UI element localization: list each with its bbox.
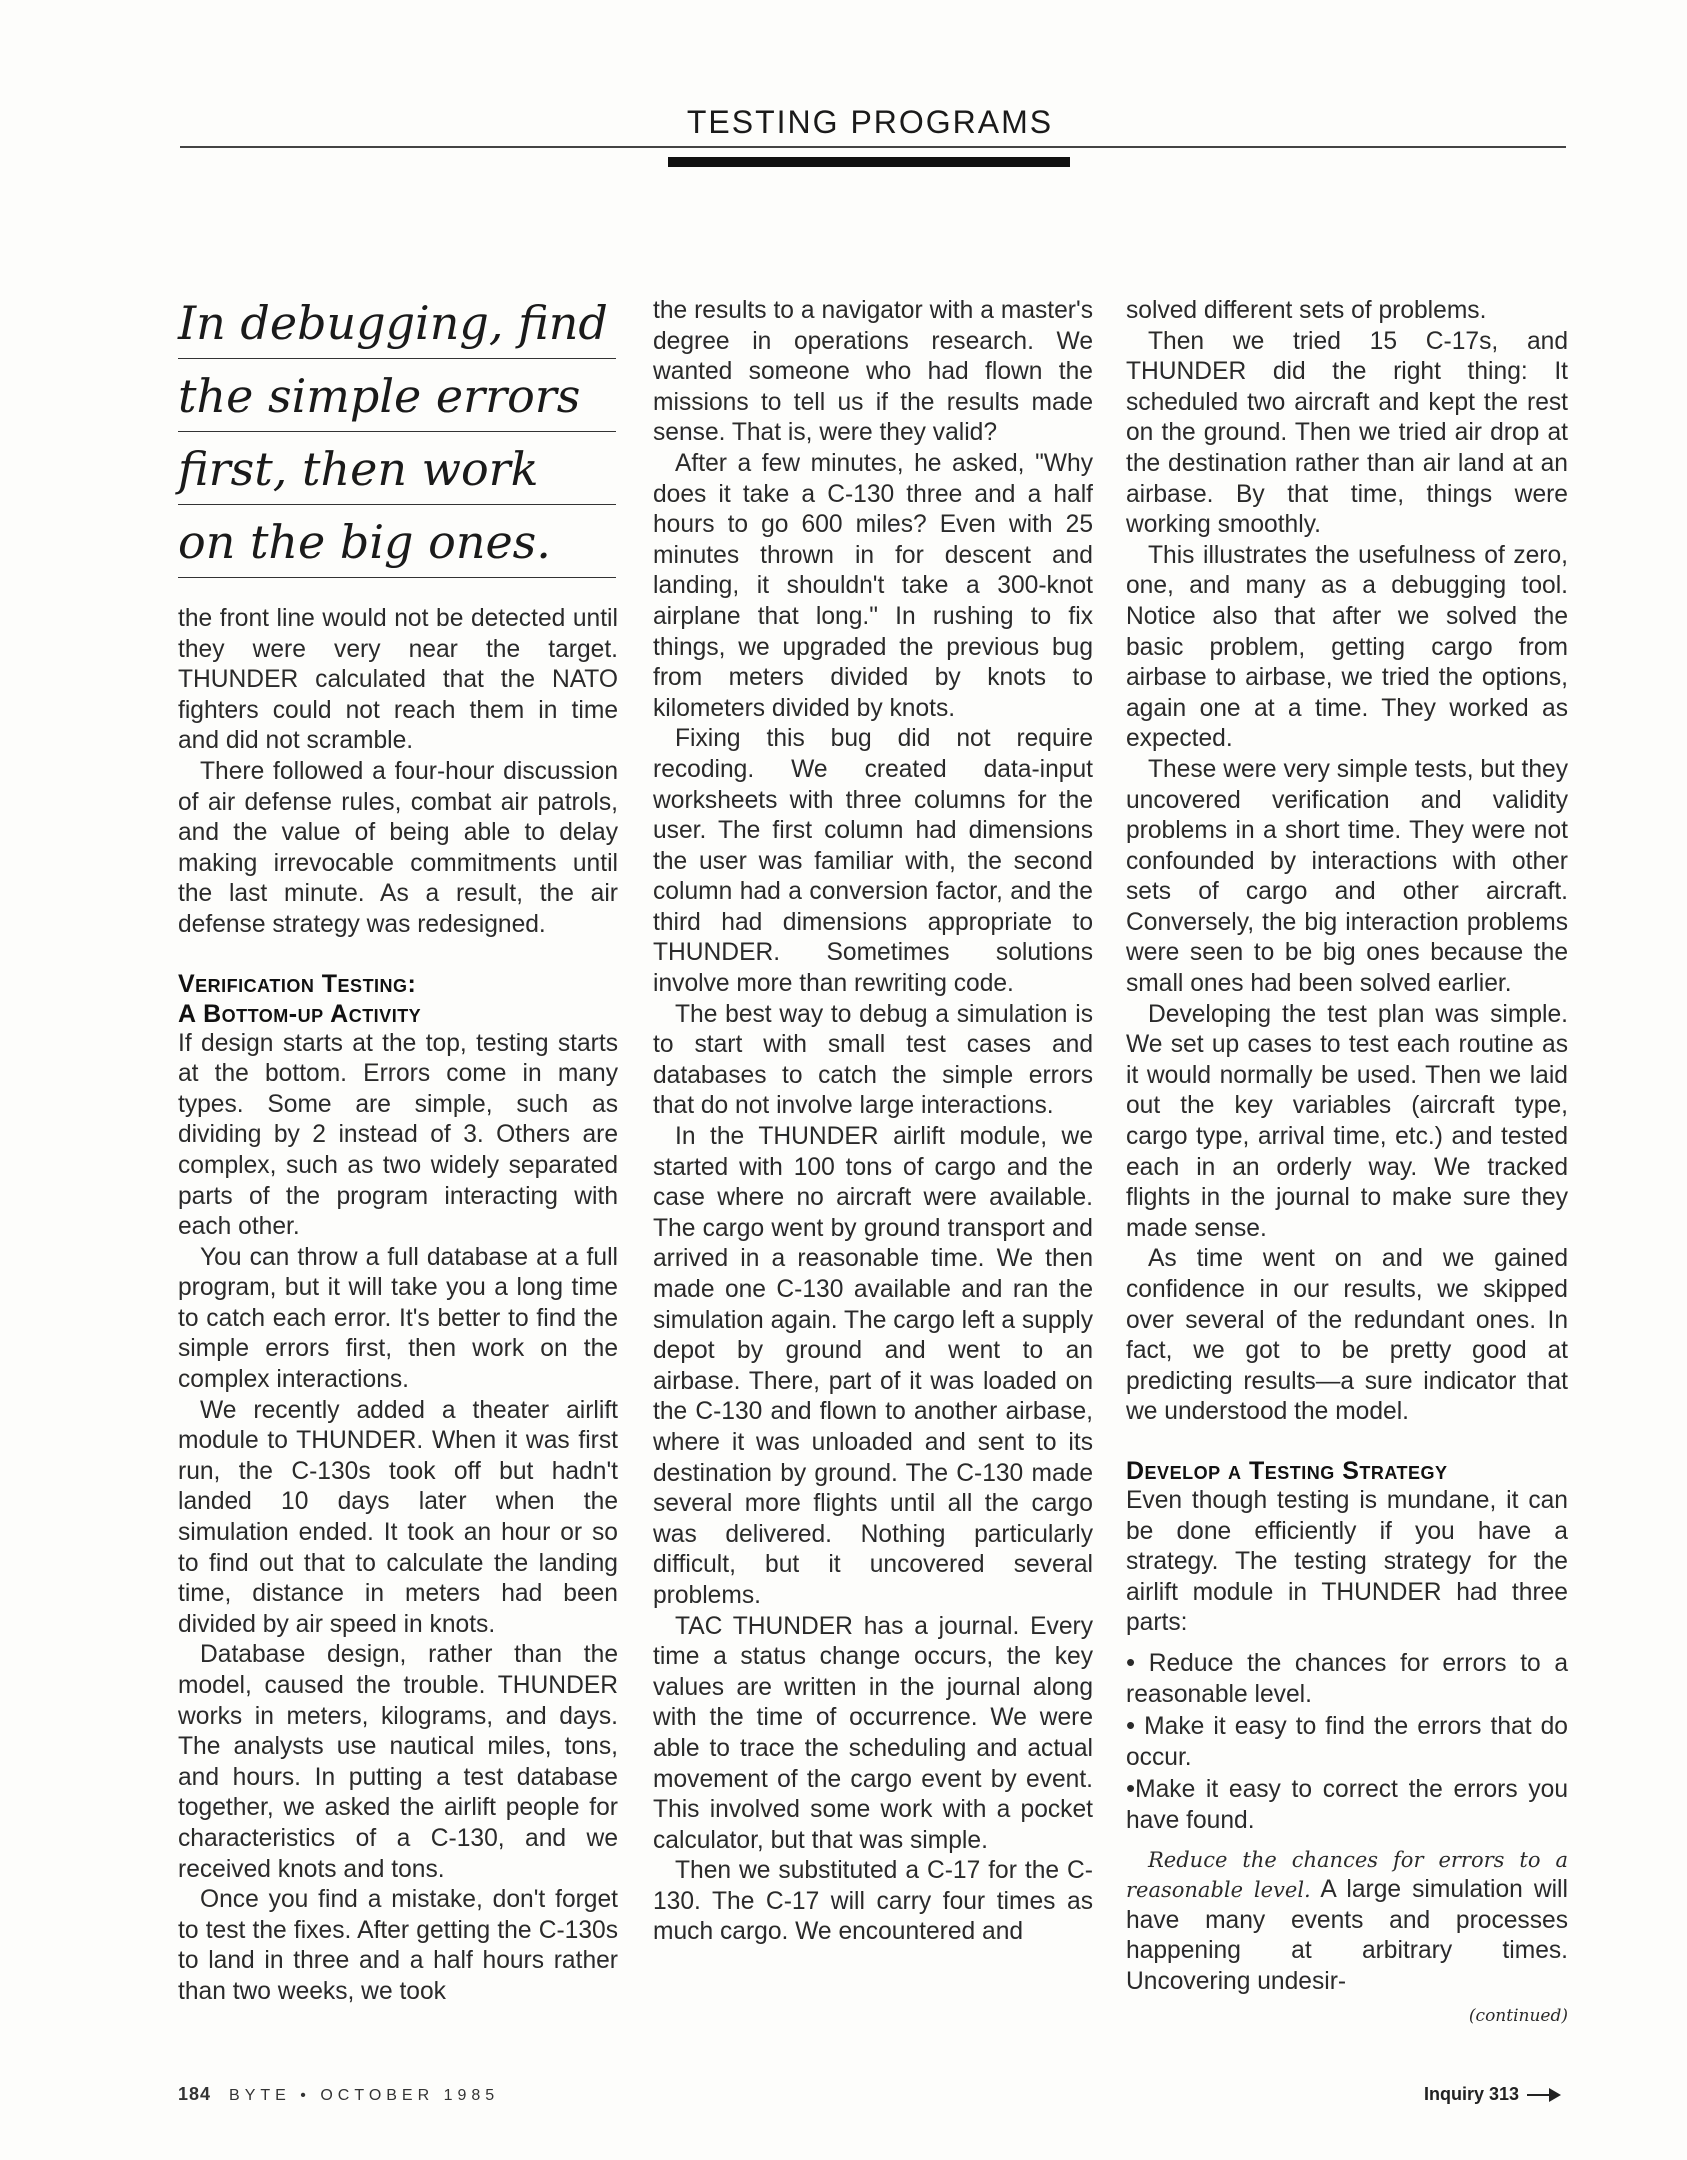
pull-quote-line: In debugging, find: [178, 288, 616, 359]
paragraph-text: A large simulation will have many events and processes happening at arbitrary times. Uncovering undesir-: [1126, 1876, 1568, 1995]
column-2: [653, 296, 1093, 1948]
paragraph: Database design, rather than the model, caused the trouble. THUNDER works in meters, kilograms, and days. The analysts use nautical miles, tons, and hours. In putting a test database together, we asked the airlift people for characteristics of a C-130, and we received knots and tons.: [178, 1641, 618, 1883]
header-bar: [668, 157, 1070, 167]
inquiry-number: [1424, 2084, 1559, 2105]
paragraph: TAC THUNDER has a journal. Every time a status change occurs, the key values are written in the journal along with the time of occurrence. We were able to trace the scheduling and actual movement of the cargo event by event. This involved some work with a pocket calculator, but that was simple.: [653, 1612, 1093, 1854]
pull-quote: [178, 288, 616, 580]
paragraph: We recently added a theater airlift module to THUNDER. When it was first run, the C-130s took off but hadn't landed 10 days later when the simulation ended. It took an hour or so to find out that to calculate the landing time, distance in meters had been divided by air speed in knots.: [178, 1396, 618, 1638]
column-1: [178, 604, 618, 2008]
page-number: 184: [178, 2084, 212, 2104]
header-rule: [180, 146, 1566, 148]
paragraph: Developing the test plan was simple. We set up cases to test each routine as it would normally be used. Then we laid out the key variables (aircraft type, cargo type, arrival time, etc.) and tested each in an orderly way. We tracked flights in the journal to make sure they made sense.: [1126, 1000, 1568, 1242]
paragraph: As time went on and we gained confidence in our results, we skipped over several of the redundant ones. In fact, we got to be pretty good at predicting results—a sure indicator that we understood the model.: [1126, 1245, 1568, 1426]
magazine-issue: BYTE • OCTOBER 1985: [229, 2087, 500, 2104]
section-heading-line: A Bottom-up Activity: [178, 999, 422, 1028]
bullet-text: Reduce the chances for errors to a reasonable level.: [1126, 1649, 1568, 1708]
paragraph: [1126, 1845, 1568, 1998]
bullet-icon: •: [1126, 1710, 1136, 1741]
pull-quote-line: on the big ones.: [178, 507, 616, 578]
paragraph: Fixing this bug did not require recoding. We created data-input worksheets with three columns for the user. The first column had dimensions the user was familiar with, the second column had a conversion factor, and the third had dimensions appropriate to THUNDER. Sometimes solutions involve more than rewriting code.: [653, 725, 1093, 998]
bullet-item: [1126, 1773, 1568, 1836]
section-heading-line: Verification Testing:: [178, 969, 417, 998]
bullet-item: [1126, 1647, 1568, 1710]
paragraph: Then we substituted a C-17 for the C-130. The C-17 will carry four times as much cargo. We encountered and: [653, 1857, 1093, 1946]
paragraph: the results to a navigator with a master's degree in operations research. We wanted someone who had flown the missions to tell us if the results made sense. That is, were they valid?: [653, 297, 1093, 447]
paragraph: These were very simple tests, but they uncovered verification and validity problems in a short time. They were not confounded by interactions with other sets of cargo and other aircraft. Conversely, the big interaction problems were seen to be big ones because the small ones had been solved earlier.: [1126, 755, 1568, 998]
paragraph: If design starts at the top, testing starts at the bottom. Errors come in many types. Some are simple, such as dividing by 2 instead of 3. Others are complex, such as two widely separated parts of the program interacting with each other.: [178, 1029, 618, 1241]
paragraph: The best way to debug a simulation is to start with small test cases and databases to catch the simple errors that do not involve large interactions.: [653, 1000, 1093, 1120]
pull-quote-line: first, then work: [178, 434, 616, 505]
pull-quote-line: the simple errors: [178, 361, 616, 432]
inquiry-label: Inquiry 313: [1424, 2084, 1520, 2104]
paragraph: There followed a four-hour discussion of air defense rules, combat air patrols, and the value of being able to delay making irrevocable commitments until the last minute. As a result, the air defense strategy was redesigned.: [178, 757, 618, 938]
continued-note: (continued): [1468, 2006, 1568, 2027]
bullet-icon: •: [1126, 1646, 1136, 1677]
paragraph: the front line would not be detected until they were very near the target. THUNDER calculated that the NATO fighters could not reach them in time and did not scramble.: [178, 605, 618, 755]
section-heading: Develop a Testing Strategy: [1126, 1456, 1448, 1485]
paragraph: Then we tried 15 C-17s, and THUNDER did the right thing: It scheduled two aircraft and kept the rest on the ground. Then we tried air drop at the destination rather than air land at an airbase. By that time, things were working smoothly.: [1126, 327, 1568, 539]
bullet-item: [1126, 1710, 1568, 1773]
paragraph: You can throw a full database at a full program, but it will take you a long time to catch each error. It's better to find the simple errors first, then work on the complex interactions.: [178, 1243, 618, 1394]
folio: [178, 2084, 499, 2105]
bullet-text: Make it easy to find the errors that do occur.: [1126, 1713, 1568, 1771]
paragraph: In the THUNDER airlift module, we started with 100 tons of cargo and the case where no aircraft were available. The cargo went by ground transport and arrived in a reasonable time. We then made one C-130 available and ran the simulation again. The cargo left a supply depot by ground and went to an airbase. There, part of it was loaded on the C-130 and flown to another airbase, where it was unloaded and sent to its destination by ground. The C-130 made several more flights until all the cargo was delivered. Nothing particularly difficult, but it uncovered several problems.: [653, 1123, 1093, 1609]
paragraph: Once you find a mistake, don't forget to test the fixes. After getting the C-130s to land in three and a half hours rather than two weeks, we took: [178, 1886, 618, 2005]
arrow-right-icon: [1527, 2094, 1559, 2096]
italic-lead-in: Reduce the chances for errors to a reasonable level.: [1126, 1847, 1568, 1903]
bullet-text: Make it easy to correct the errors you have found.: [1126, 1776, 1568, 1834]
section-heading: [178, 969, 618, 1029]
column-3: [1126, 296, 1568, 2032]
paragraph: After a few minutes, he asked, "Why does it take a C-130 three and a half hours to go 600 miles? Even with 25 minutes thrown in for descent and landing, it shouldn't take a 300-knot airplane that long." In rushing to fix things, we upgraded the previous bug from meters divided by knots to kilometers divided by knots.: [653, 449, 1093, 722]
paragraph: Even though testing is mundane, it can be done efficiently if you have a strategy. The testing strategy for the airlift module in THUNDER had three parts:: [1126, 1486, 1568, 1637]
section-title: TESTING PROGRAMS: [686, 104, 1054, 140]
paragraph: This illustrates the usefulness of zero, one, and many as a debugging tool. Notice also that after we solved the basic problem, getting cargo from airbase to airbase, we tried the options, again one at a time. They worked as expected.: [1126, 541, 1568, 753]
bullet-icon: •: [1126, 1773, 1136, 1804]
paragraph: solved different sets of problems.: [1126, 297, 1487, 324]
